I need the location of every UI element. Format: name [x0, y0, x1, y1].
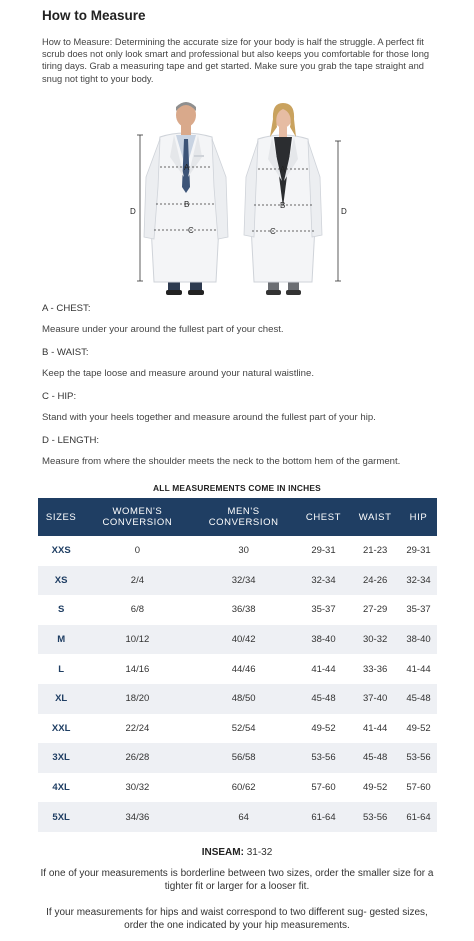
cell-waist: 30-32: [350, 625, 400, 655]
cell-hip: 38-40: [400, 625, 437, 655]
man-figure: [144, 102, 228, 295]
cell-chest: 57-60: [297, 773, 351, 803]
cell-mens: 48/50: [191, 684, 297, 714]
cell-womens: 34/36: [84, 802, 190, 832]
table-row: [38, 714, 437, 744]
cell-womens: 10/12: [84, 625, 190, 655]
table-row: [38, 802, 437, 832]
cell-size: XXS: [38, 536, 84, 566]
cell-hip: 49-52: [400, 714, 437, 744]
table-row: [38, 684, 437, 714]
intro-paragraph: How to Measure: Determining the accurate size for your body is half the struggle. A perfect fit scrub does not only look smart and professional but also keeps you comfortable for those long tiring days. Grab a measuring tape and get started. Make sure you grab the tape straight and snug not tight to your body.: [42, 37, 430, 84]
header-mens-line1: MEN'S: [227, 506, 260, 517]
cell-chest: 53-56: [297, 743, 351, 773]
table-row: [38, 773, 437, 803]
cell-mens: 40/42: [191, 625, 297, 655]
cell-size: 3XL: [38, 743, 84, 773]
cell-mens: 52/54: [191, 714, 297, 744]
footnote-hip-waist: If your measurements for hips and waist correspond to two different sug- gested sizes, order the one indicated by your hip measurements.: [46, 907, 428, 931]
size-chart-table: [38, 498, 437, 832]
cell-womens: 26/28: [84, 743, 190, 773]
cell-womens: 14/16: [84, 654, 190, 684]
cell-waist: 45-48: [350, 743, 400, 773]
woman-marker-a: A: [280, 165, 286, 174]
cell-waist: 37-40: [350, 684, 400, 714]
cell-womens: 2/4: [84, 566, 190, 596]
definition-text: Stand with your heels together and measure around the fullest part of your hip.: [42, 412, 376, 423]
woman-figure: [244, 103, 322, 295]
cell-chest: 49-52: [297, 714, 351, 744]
cell-chest: 35-37: [297, 595, 351, 625]
header-mens-line2: CONVERSION: [208, 517, 279, 528]
definition-text: Measure from where the shoulder meets the neck to the bottom hem of the garment.: [42, 456, 401, 467]
cell-waist: 49-52: [350, 773, 400, 803]
cell-womens: 22/24: [84, 714, 190, 744]
cell-hip: 35-37: [400, 595, 437, 625]
cell-hip: 57-60: [400, 773, 437, 803]
units-note: ALL MEASUREMENTS COME IN INCHES: [153, 483, 321, 493]
cell-mens: 60/62: [191, 773, 297, 803]
inseam-label: INSEAM:: [201, 847, 244, 858]
table-row: [38, 654, 437, 684]
cell-size: S: [38, 595, 84, 625]
measurement-illustration: [128, 97, 350, 299]
cell-hip: 41-44: [400, 654, 437, 684]
cell-womens: 0: [84, 536, 190, 566]
page-title: How to Measure: [42, 8, 146, 23]
cell-mens: 64: [191, 802, 297, 832]
woman-marker-c: C: [270, 227, 276, 236]
cell-chest: 29-31: [297, 536, 351, 566]
table-row: [38, 595, 437, 625]
woman-marker-b: B: [280, 201, 286, 210]
footnote-borderline: If one of your measurements is borderline between two sizes, order the smaller size for a tighter fit or larger for a looser fit.: [40, 868, 434, 892]
cell-size: XS: [38, 566, 84, 596]
header-chest: CHEST: [297, 498, 351, 536]
cell-waist: 21-23: [350, 536, 400, 566]
measurement-definitions: [42, 303, 442, 479]
cell-chest: 45-48: [297, 684, 351, 714]
header-hip: HIP: [400, 498, 437, 536]
cell-size: 4XL: [38, 773, 84, 803]
cell-hip: 53-56: [400, 743, 437, 773]
cell-size: M: [38, 625, 84, 655]
header-sizes: SIZES: [38, 498, 84, 536]
man-marker-c: C: [188, 226, 194, 235]
cell-waist: 27-29: [350, 595, 400, 625]
cell-mens: 32/34: [191, 566, 297, 596]
cell-womens: 6/8: [84, 595, 190, 625]
woman-marker-d: D: [341, 207, 347, 216]
definition-label: A - CHEST:: [42, 303, 91, 314]
cell-womens: 18/20: [84, 684, 190, 714]
man-marker-a: A: [184, 163, 190, 172]
table-row: [38, 743, 437, 773]
cell-waist: 53-56: [350, 802, 400, 832]
header-womens: [84, 498, 190, 536]
cell-size: XL: [38, 684, 84, 714]
table-row: [38, 625, 437, 655]
table-row: [38, 566, 437, 596]
cell-chest: 41-44: [297, 654, 351, 684]
table-row: [38, 536, 437, 566]
inseam-line: [0, 847, 474, 858]
man-marker-d: D: [130, 207, 136, 216]
cell-waist: 33-36: [350, 654, 400, 684]
cell-hip: 29-31: [400, 536, 437, 566]
cell-chest: 61-64: [297, 802, 351, 832]
cell-hip: 45-48: [400, 684, 437, 714]
inseam-value: 31-32: [246, 847, 273, 858]
cell-mens: 44/46: [191, 654, 297, 684]
definition-text: Measure under your around the fullest part of your chest.: [42, 324, 284, 335]
cell-womens: 30/32: [84, 773, 190, 803]
cell-chest: 32-34: [297, 566, 351, 596]
cell-size: 5XL: [38, 802, 84, 832]
header-womens-line1: WOMEN'S: [112, 506, 163, 517]
cell-waist: 24-26: [350, 566, 400, 596]
definition-label: B - WAIST:: [42, 347, 89, 358]
definition-label: C - HIP:: [42, 391, 77, 402]
header-waist: WAIST: [350, 498, 400, 536]
cell-mens: 56/58: [191, 743, 297, 773]
man-marker-b: B: [184, 200, 190, 209]
header-mens: [191, 498, 297, 536]
header-womens-line2: CONVERSION: [102, 517, 173, 528]
cell-size: XXL: [38, 714, 84, 744]
cell-waist: 41-44: [350, 714, 400, 744]
cell-mens: 36/38: [191, 595, 297, 625]
cell-chest: 38-40: [297, 625, 351, 655]
cell-hip: 32-34: [400, 566, 437, 596]
cell-mens: 30: [191, 536, 297, 566]
cell-hip: 61-64: [400, 802, 437, 832]
definition-text: Keep the tape loose and measure around your natural waistline.: [42, 368, 314, 379]
definition-label: D - LENGTH:: [42, 435, 100, 446]
table-header-row: [38, 498, 437, 536]
cell-size: L: [38, 654, 84, 684]
